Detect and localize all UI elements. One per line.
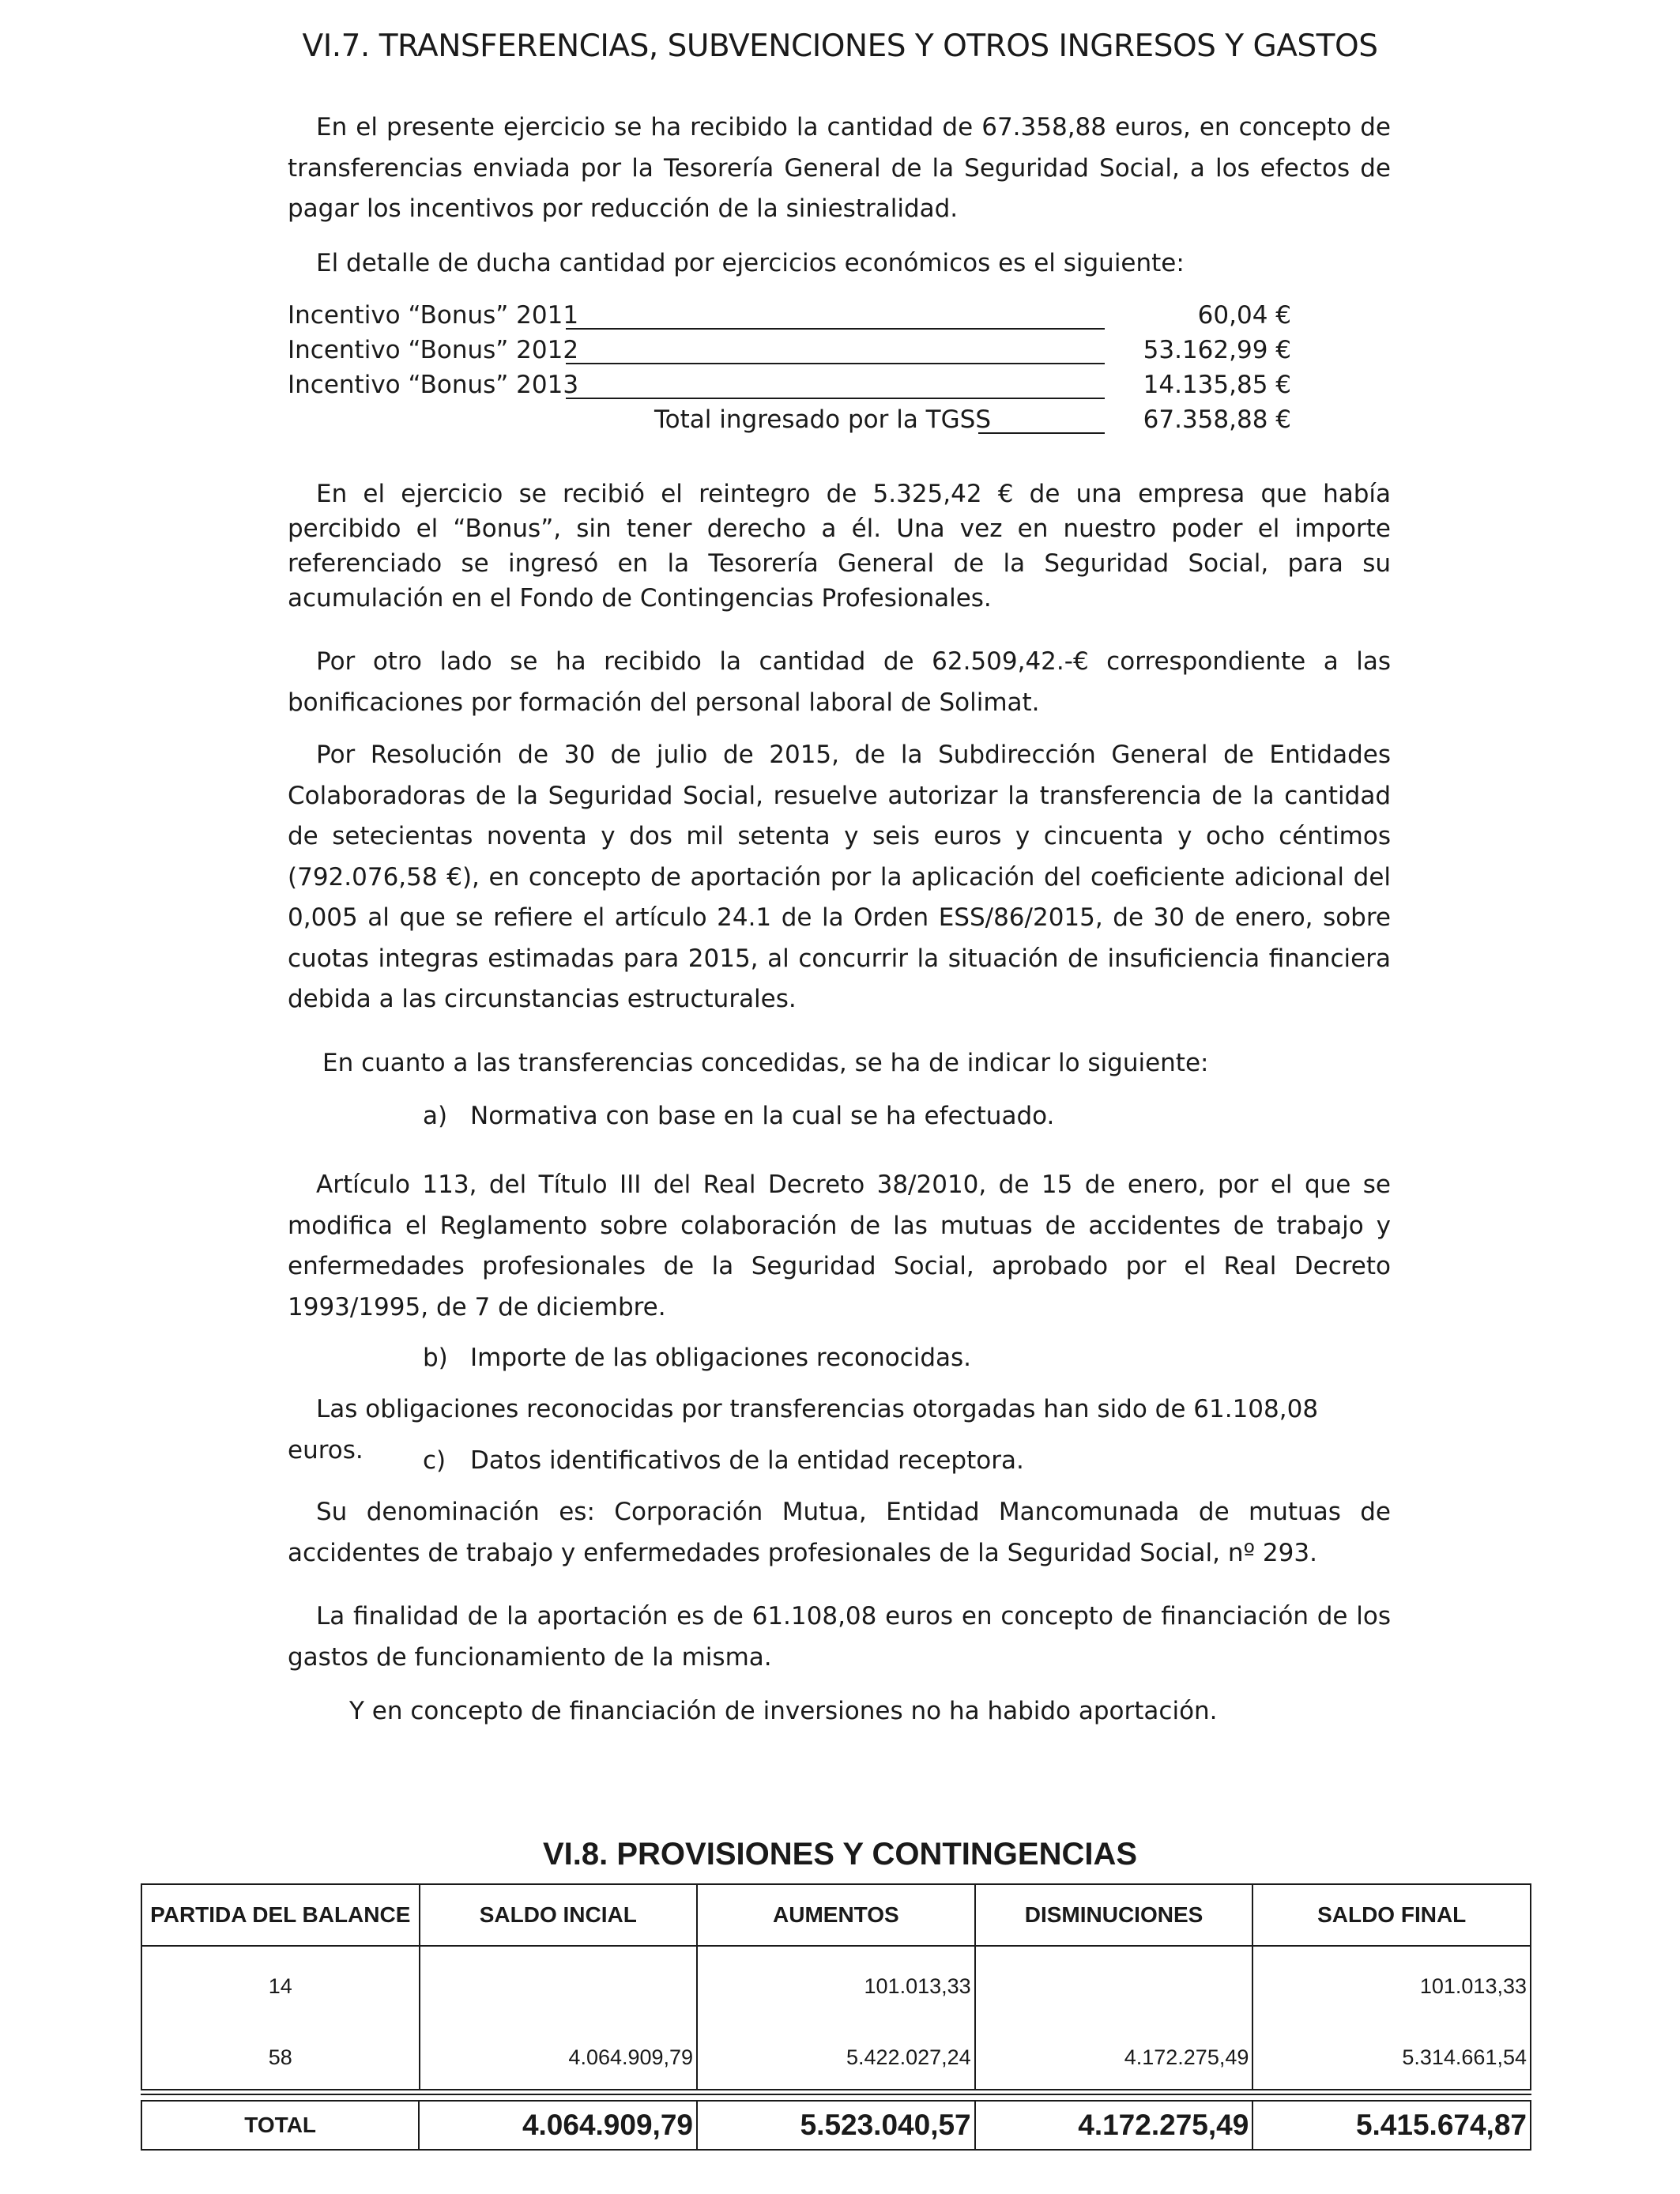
table-row (141, 1946, 1531, 2026)
bonus-value: 60,04 € (1197, 301, 1291, 330)
cell-aumentos: 101.013,33 (697, 1946, 975, 2026)
bonus-label: Incentivo “Bonus” 2012 (288, 336, 579, 364)
header-saldo-final: SALDO FINAL (1252, 1884, 1531, 1946)
cell-partida: 58 (141, 2026, 420, 2090)
header-disminuciones: DISMINUCIONES (975, 1884, 1253, 1946)
leader-line (566, 363, 1105, 364)
cell-partida: 14 (141, 1946, 420, 2026)
paragraph-denominacion: Su denominación es: Corporación Mutua, Entidad Mancomunada de mutuas de accidentes de trabajo y enfermedades profesionales de la Seguridad Social, nº 293. (288, 1498, 1391, 1567)
bonus-total-value: 67.358,88 € (1143, 405, 1291, 434)
cell-disminuciones (975, 1946, 1253, 2026)
list-letter: b) (423, 1344, 448, 1372)
bonus-row-2011 (288, 301, 1291, 336)
paragraph-tgss-transfer: En el presente ejercicio se ha recibido la cantidad de 67.358,88 euros, en concepto de transferencias enviada por la Tesorería General de la Seguridad Social, a los efectos de pagar los incentivos por reducción de la siniestralidad. (288, 113, 1391, 223)
bonus-value: 14.135,85 € (1143, 371, 1291, 399)
list-text: Importe de las obligaciones reconocidas. (470, 1344, 972, 1372)
cell-saldo-inicial (420, 1946, 698, 2026)
paragraph-inversiones: Y en concepto de financiación de inversiones no ha habido aportación. (349, 1697, 1218, 1725)
section-title-vi8: VI.8. PROVISIONES Y CONTINGENCIAS (542, 1837, 1138, 1872)
cell-aumentos: 5.422.027,24 (697, 2026, 975, 2090)
total-separator-line (141, 2094, 1531, 2095)
list-text: Datos identificativos de la entidad receptora. (470, 1446, 1024, 1475)
cell-saldo-inicial: 4.064.909,79 (420, 2026, 698, 2090)
paragraph-resolucion: Por Resolución de 30 de julio de 2015, de la Subdirección General de Entidades Colaboradoras de la Seguridad Social, resuelve autorizar la transferencia de la cantidad de setecientas noventa y dos mil setenta y seis euros y cincuenta y ocho céntimos (792.076,58 €), en concepto de aportación por la aplicación del coeficiente adicional del 0,005 al que se refiere el artículo 24.1 de la Orden ESS/86/2015, de 30 de enero, sobre cuotas integras estimadas para 2015, al concurrir la situación de insuficiencia financiera debida a las circunstancias estructurales. (288, 741, 1391, 1013)
bonus-row-2013 (288, 371, 1291, 405)
list-item-a (423, 1102, 1054, 1130)
total-saldo-final: 5.415.674,87 (1252, 2101, 1531, 2150)
bonus-label: Incentivo “Bonus” 2011 (288, 301, 579, 330)
cell-saldo-final: 5.314.661,54 (1252, 2026, 1531, 2090)
paragraph-bonificaciones: Por otro lado se ha recibido la cantidad de 62.509,42.-€ correspondiente a las bonificaciones por formación del personal laboral de Solimat. (288, 647, 1391, 717)
table-header-row (141, 1884, 1531, 1946)
header-saldo-inicial: SALDO INCIAL (420, 1884, 698, 1946)
bonus-total-row (288, 405, 1291, 440)
paragraph-articulo-113: Artículo 113, del Título III del Real Decreto 38/2010, de 15 de enero, por el que se modifica el Reglamento sobre colaboración de las mutuas de accidentes de trabajo y enfermedades profesionales de la Seguridad Social, aprobado por el Real Decreto 1993/1995, de 7 de diciembre. (288, 1171, 1391, 1321)
total-disminuciones: 4.172.275,49 (975, 2101, 1253, 2150)
list-item-c (423, 1446, 1024, 1475)
total-saldo-inicial: 4.064.909,79 (419, 2101, 697, 2150)
paragraph-transferencias-concedidas: En cuanto a las transferencias concedidas, se ha de indicar lo siguiente: (322, 1049, 1209, 1077)
list-item-b (423, 1344, 971, 1372)
list-text: Normativa con base en la cual se ha efectuado. (470, 1102, 1055, 1130)
table-row (141, 2026, 1531, 2090)
paragraph-obligaciones: Las obligaciones reconocidas por transferencias otorgadas han sido de 61.108,08 euros. (288, 1395, 1319, 1465)
section-title-vi7: VI.7. TRANSFERENCIAS, SUBVENCIONES Y OTROS INGRESOS Y GASTOS (302, 28, 1378, 64)
cell-saldo-final: 101.013,33 (1252, 1946, 1531, 2026)
header-partida: PARTIDA DEL BALANCE (141, 1884, 420, 1946)
list-letter: c) (423, 1446, 446, 1475)
header-aumentos: AUMENTOS (697, 1884, 975, 1946)
total-label: TOTAL (141, 2101, 419, 2150)
leader-line (566, 398, 1105, 399)
leader-line (566, 328, 1105, 330)
paragraph-detail-intro: El detalle de ducha cantidad por ejercicios económicos es el siguiente: (316, 249, 1185, 277)
total-row (141, 2101, 1531, 2150)
bonus-label: Incentivo “Bonus” 2013 (288, 371, 579, 399)
paragraph-finalidad: La finalidad de la aportación es de 61.108,08 euros en concepto de financiación de los gastos de funcionamiento de la misma. (288, 1602, 1391, 1672)
provisiones-table (141, 1883, 1531, 2090)
cell-disminuciones: 4.172.275,49 (975, 2026, 1253, 2090)
total-aumentos: 5.523.040,57 (697, 2101, 975, 2150)
paragraph-reintegro: En el ejercicio se recibió el reintegro de 5.325,42 € de una empresa que había percibido el “Bonus”, sin tener derecho a él. Una vez en nuestro poder el importe referenciado se ingresó en la Tesorería General de la Seguridad Social, para su acumulación en el Fondo de Contingencias Profesionales. (288, 480, 1391, 613)
bonus-total-label: Total ingresado por la TGSS (654, 405, 991, 434)
list-letter: a) (423, 1102, 448, 1130)
leader-line (978, 432, 1105, 434)
provisiones-total-table (141, 2100, 1531, 2151)
bonus-row-2012 (288, 336, 1291, 371)
bonus-value: 53.162,99 € (1143, 336, 1291, 364)
